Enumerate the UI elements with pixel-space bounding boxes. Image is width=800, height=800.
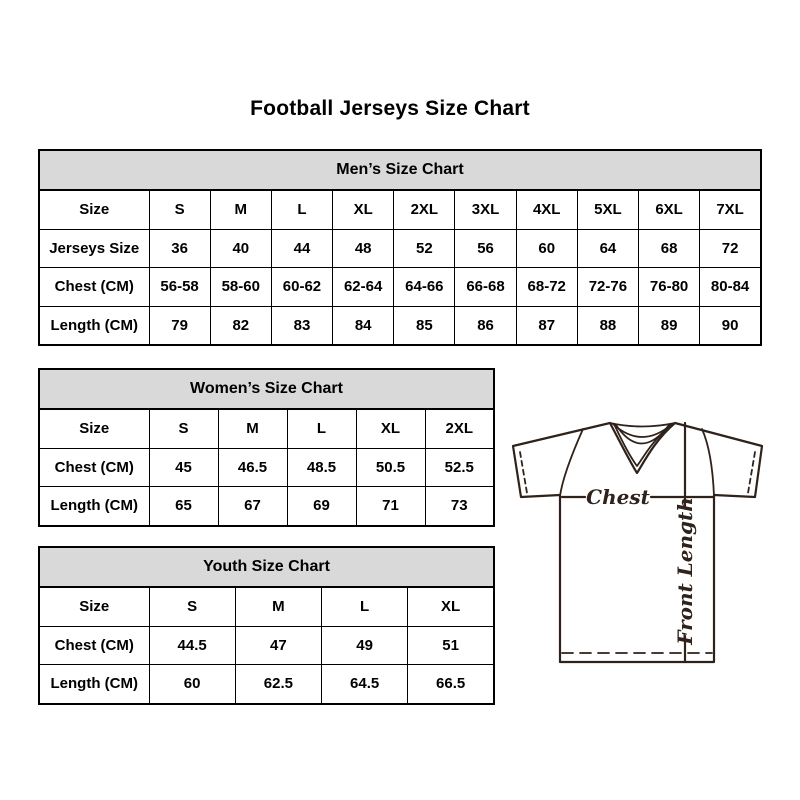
value-cell: 48 <box>333 229 394 268</box>
value-cell: 44 <box>271 229 332 268</box>
womens-size-table-section <box>38 368 495 527</box>
value-cell: 50.5 <box>356 448 425 487</box>
youth-size-table <box>38 546 495 705</box>
row-label-cell: Size <box>39 409 149 448</box>
row-label-cell: Size <box>39 587 149 626</box>
value-cell: 60-62 <box>271 268 332 307</box>
value-cell: 76-80 <box>639 268 700 307</box>
value-cell: 62.5 <box>235 665 321 704</box>
table-row <box>39 409 494 448</box>
table-title: Men’s Size Chart <box>39 150 761 190</box>
chest-label: Chest <box>586 485 650 509</box>
value-cell: 80-84 <box>700 268 761 307</box>
value-cell: 89 <box>639 306 700 345</box>
table-header-row <box>39 547 494 587</box>
value-cell: 72-76 <box>577 268 638 307</box>
value-cell: XL <box>408 587 494 626</box>
value-cell: XL <box>356 409 425 448</box>
table-row <box>39 229 761 268</box>
table-row <box>39 626 494 665</box>
value-cell: 68-72 <box>516 268 577 307</box>
table-row <box>39 665 494 704</box>
value-cell: 90 <box>700 306 761 345</box>
value-cell: 67 <box>218 487 287 526</box>
row-label-cell: Chest (CM) <box>39 626 149 665</box>
value-cell: 79 <box>149 306 210 345</box>
table-row <box>39 448 494 487</box>
value-cell: 52.5 <box>425 448 494 487</box>
value-cell: 3XL <box>455 190 516 229</box>
value-cell: 36 <box>149 229 210 268</box>
table-row <box>39 190 761 229</box>
value-cell: 64.5 <box>322 665 408 704</box>
value-cell: L <box>322 587 408 626</box>
value-cell: 68 <box>639 229 700 268</box>
value-cell: M <box>235 587 321 626</box>
value-cell: 82 <box>210 306 271 345</box>
value-cell: 4XL <box>516 190 577 229</box>
value-cell: XL <box>333 190 394 229</box>
value-cell: 73 <box>425 487 494 526</box>
value-cell: 60 <box>516 229 577 268</box>
value-cell: 56-58 <box>149 268 210 307</box>
row-label-cell: Length (CM) <box>39 487 149 526</box>
value-cell: 46.5 <box>218 448 287 487</box>
value-cell: 7XL <box>700 190 761 229</box>
cuff-stitch-left <box>520 452 527 493</box>
value-cell: 45 <box>149 448 218 487</box>
row-label-cell: Jerseys Size <box>39 229 149 268</box>
mens-size-table <box>38 149 762 346</box>
value-cell: 56 <box>455 229 516 268</box>
value-cell: 51 <box>408 626 494 665</box>
value-cell: 58-60 <box>210 268 271 307</box>
value-cell: S <box>149 587 235 626</box>
value-cell: 2XL <box>394 190 455 229</box>
mens-size-table-section <box>38 149 762 346</box>
armhole-seam-right <box>702 429 714 496</box>
value-cell: L <box>271 190 332 229</box>
jersey-outline <box>513 423 762 662</box>
value-cell: 64 <box>577 229 638 268</box>
value-cell: S <box>149 190 210 229</box>
value-cell: 47 <box>235 626 321 665</box>
value-cell: 66-68 <box>455 268 516 307</box>
value-cell: 66.5 <box>408 665 494 704</box>
value-cell: 52 <box>394 229 455 268</box>
armhole-seam-left <box>560 429 583 496</box>
table-header-row <box>39 150 761 190</box>
table-row <box>39 268 761 307</box>
value-cell: 85 <box>394 306 455 345</box>
row-label-cell: Chest (CM) <box>39 448 149 487</box>
value-cell: 49 <box>322 626 408 665</box>
value-cell: 83 <box>271 306 332 345</box>
cuff-stitch-right <box>748 452 755 493</box>
value-cell: 6XL <box>639 190 700 229</box>
row-label-cell: Chest (CM) <box>39 268 149 307</box>
front-length-label: Front Length <box>673 497 697 645</box>
table-title: Youth Size Chart <box>39 547 494 587</box>
womens-size-table <box>38 368 495 527</box>
value-cell: 2XL <box>425 409 494 448</box>
value-cell: 48.5 <box>287 448 356 487</box>
value-cell: 69 <box>287 487 356 526</box>
value-cell: L <box>287 409 356 448</box>
page-title: Football Jerseys Size Chart <box>250 97 530 120</box>
row-label-cell: Length (CM) <box>39 665 149 704</box>
value-cell: 86 <box>455 306 516 345</box>
table-header-row <box>39 369 494 409</box>
table-title: Women’s Size Chart <box>39 369 494 409</box>
value-cell: 88 <box>577 306 638 345</box>
table-row <box>39 587 494 626</box>
value-cell: 40 <box>210 229 271 268</box>
value-cell: 65 <box>149 487 218 526</box>
value-cell: 5XL <box>577 190 638 229</box>
value-cell: 44.5 <box>149 626 235 665</box>
table-row <box>39 487 494 526</box>
value-cell: 64-66 <box>394 268 455 307</box>
value-cell: M <box>218 409 287 448</box>
value-cell: 84 <box>333 306 394 345</box>
collar-back-top-line <box>610 423 675 427</box>
value-cell: 71 <box>356 487 425 526</box>
youth-size-table-section <box>38 546 495 705</box>
table-row <box>39 306 761 345</box>
value-cell: 62-64 <box>333 268 394 307</box>
row-label-cell: Size <box>39 190 149 229</box>
jersey-measurement-diagram <box>505 412 770 667</box>
value-cell: 87 <box>516 306 577 345</box>
row-label-cell: Length (CM) <box>39 306 149 345</box>
value-cell: 60 <box>149 665 235 704</box>
value-cell: 72 <box>700 229 761 268</box>
value-cell: M <box>210 190 271 229</box>
value-cell: S <box>149 409 218 448</box>
